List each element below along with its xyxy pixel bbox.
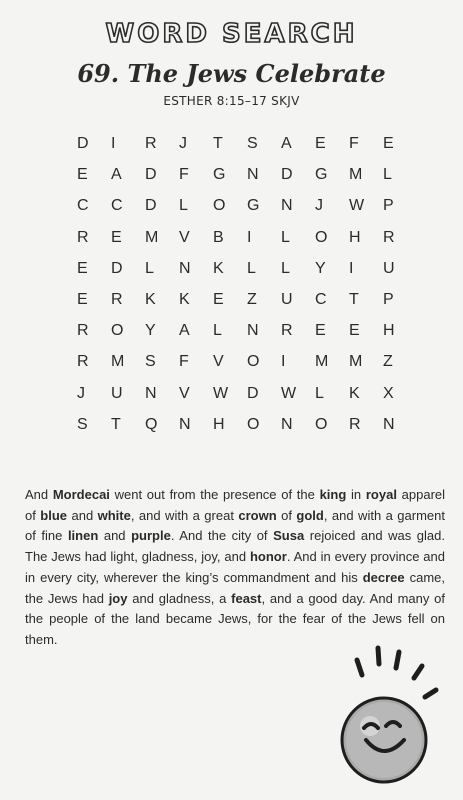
grid-letter: E: [315, 135, 326, 152]
grid-letter: K: [179, 290, 190, 308]
verse-text: and: [67, 507, 98, 523]
keyword: crown: [238, 507, 277, 523]
grid-letter: B: [213, 228, 224, 246]
verse-text: And: [25, 487, 53, 502]
grid-letter: M: [111, 353, 125, 371]
grid-letter: Q: [145, 415, 158, 433]
grid-letter: M: [349, 353, 363, 371]
grid-letter: N: [281, 197, 293, 215]
grid-letter: E: [213, 290, 224, 308]
grid-letter: C: [77, 197, 89, 215]
grid-letter: E: [111, 228, 122, 246]
scripture-passage: [25, 485, 445, 651]
verse-text: in: [346, 487, 366, 502]
grid-letter: R: [77, 353, 89, 371]
grid-letter: E: [315, 322, 326, 340]
grid-letter: C: [315, 290, 327, 308]
grid-letter: R: [77, 228, 89, 246]
grid-letter: O: [315, 415, 328, 433]
grid-letter: G: [213, 166, 226, 184]
grid-letter: E: [77, 166, 88, 184]
grid-letter: P: [383, 290, 394, 308]
keyword: purple: [131, 528, 171, 544]
verse-text: went out from the presence of the: [109, 487, 320, 502]
grid-letter: P: [383, 197, 394, 215]
grid-letter: K: [145, 290, 156, 308]
verse-text: . And in every province and in every city, wherever the king’s commandment and his: [25, 549, 445, 585]
verse-text: , and with a great: [130, 507, 239, 523]
grid-letter: T: [213, 135, 223, 152]
keyword: white: [97, 507, 131, 523]
grid-letter: U: [281, 290, 293, 308]
keyword: Susa: [273, 528, 305, 544]
grid-letter: J: [179, 135, 187, 152]
verse-text: of: [276, 507, 297, 523]
grid-letter: C: [111, 197, 123, 215]
grid-letter: X: [383, 384, 394, 402]
grid-letter: J: [315, 197, 323, 215]
grid-letter: N: [247, 322, 259, 340]
section-title: WORD SEARCH: [105, 19, 358, 49]
grid-letter: H: [349, 228, 361, 246]
grid-letter: G: [315, 166, 328, 184]
grid-letter: L: [281, 228, 290, 246]
grid-letter: A: [111, 166, 122, 184]
grid-letter: H: [383, 322, 395, 340]
grid-letter: N: [247, 166, 259, 184]
keyword: king: [319, 487, 347, 502]
smiley-face-icon: [322, 642, 452, 792]
grid-letter: R: [281, 322, 293, 340]
grid-letter: F: [349, 135, 359, 152]
grid-letter: V: [213, 353, 224, 371]
keyword: joy: [108, 590, 128, 606]
keyword: feast: [231, 590, 262, 606]
grid-letter: S: [77, 415, 88, 433]
grid-letter: I: [111, 135, 116, 152]
grid-letter: N: [281, 415, 293, 433]
keyword: royal: [365, 487, 397, 502]
grid-letter: A: [281, 135, 292, 152]
grid-letter: D: [77, 135, 89, 152]
grid-letter: R: [349, 415, 361, 433]
grid-letter: M: [349, 166, 363, 184]
grid-letter: U: [111, 384, 123, 402]
grid-letter: N: [179, 415, 191, 433]
keyword: linen: [67, 528, 99, 544]
keyword: gold: [296, 507, 324, 523]
grid-letter: O: [247, 353, 260, 371]
grid-letter: S: [247, 135, 258, 152]
grid-letter: Y: [145, 322, 156, 340]
grid-letter: L: [179, 197, 188, 215]
grid-letter: W: [349, 197, 365, 215]
grid-letter: T: [349, 290, 359, 308]
grid-letter: R: [77, 322, 89, 340]
verse-text: . And the city of: [170, 528, 274, 544]
grid-letter: Z: [383, 353, 393, 371]
grid-letter: F: [179, 166, 189, 184]
verse-text: came, the Jews had: [25, 569, 446, 606]
grid-letter: L: [383, 166, 392, 184]
grid-letter: F: [179, 353, 189, 371]
verse-text: , and a good day. And many of the people of the land became Jews, for the fear of the Jews fell on them.: [25, 590, 445, 647]
grid-letter: V: [179, 228, 190, 246]
grid-letter: R: [145, 135, 157, 152]
grid-letter: E: [349, 322, 360, 340]
grid-letter: K: [213, 259, 224, 277]
word-search-grid: [77, 134, 417, 446]
grid-letter: O: [213, 197, 226, 215]
grid-letter: V: [179, 384, 190, 402]
grid-letter: M: [145, 228, 159, 246]
verse-text: and: [98, 528, 132, 544]
grid-letter: A: [179, 322, 190, 340]
grid-letter: J: [77, 384, 85, 402]
grid-letter: D: [145, 197, 157, 215]
verse-text: rejoiced and was glad. The Jews had light, gladness, joy, and: [25, 528, 445, 565]
verse-text: apparel of: [25, 487, 446, 523]
grid-letter: Y: [315, 259, 326, 277]
grid-letter: L: [281, 259, 290, 277]
grid-letter: R: [383, 228, 395, 246]
grid-letter: I: [349, 259, 354, 277]
grid-letter: E: [77, 290, 88, 308]
page-header: [0, 18, 463, 108]
grid-letter: D: [281, 166, 293, 184]
grid-letter: D: [145, 166, 157, 184]
grid-letter: N: [179, 259, 191, 277]
grid-letter: S: [145, 353, 156, 371]
grid-letter: I: [281, 353, 286, 371]
grid-letter: D: [111, 259, 123, 277]
verse-text: , and with a garment of fine: [25, 507, 445, 544]
grid-letter: M: [315, 353, 329, 371]
grid-letter: Z: [247, 290, 257, 308]
grid-letter: N: [383, 415, 395, 433]
keyword: Mordecai: [52, 487, 110, 502]
keyword: blue: [40, 507, 68, 523]
grid-letter: L: [213, 322, 222, 340]
grid-letter: W: [213, 384, 229, 402]
verse-text: and gladness, a: [127, 590, 232, 606]
grid-letter: G: [247, 197, 260, 215]
grid-letter: O: [111, 322, 124, 340]
grid-letter: R: [111, 290, 123, 308]
grid-letter: L: [315, 384, 324, 402]
grid-letter: T: [111, 415, 121, 433]
grid-letter: E: [77, 259, 88, 277]
grid-letter: I: [247, 228, 252, 246]
grid-letter: D: [247, 384, 259, 402]
grid-letter: E: [383, 135, 394, 152]
scripture-reference: ESTHER 8:15–17 SKJV: [163, 94, 300, 108]
grid-letter: W: [281, 384, 297, 402]
grid-letter: L: [247, 259, 256, 277]
grid-letter: O: [247, 415, 260, 433]
grid-letter: U: [383, 259, 395, 277]
grid-letter: K: [349, 384, 360, 402]
puzzle-title: 69. The Jews Celebrate: [77, 59, 386, 88]
grid-letter: N: [145, 384, 157, 402]
keyword: decree: [362, 569, 405, 585]
grid-letter: L: [145, 259, 154, 277]
grid-letter: O: [315, 228, 328, 246]
keyword: honor: [249, 549, 287, 565]
grid-letter: H: [213, 415, 225, 433]
